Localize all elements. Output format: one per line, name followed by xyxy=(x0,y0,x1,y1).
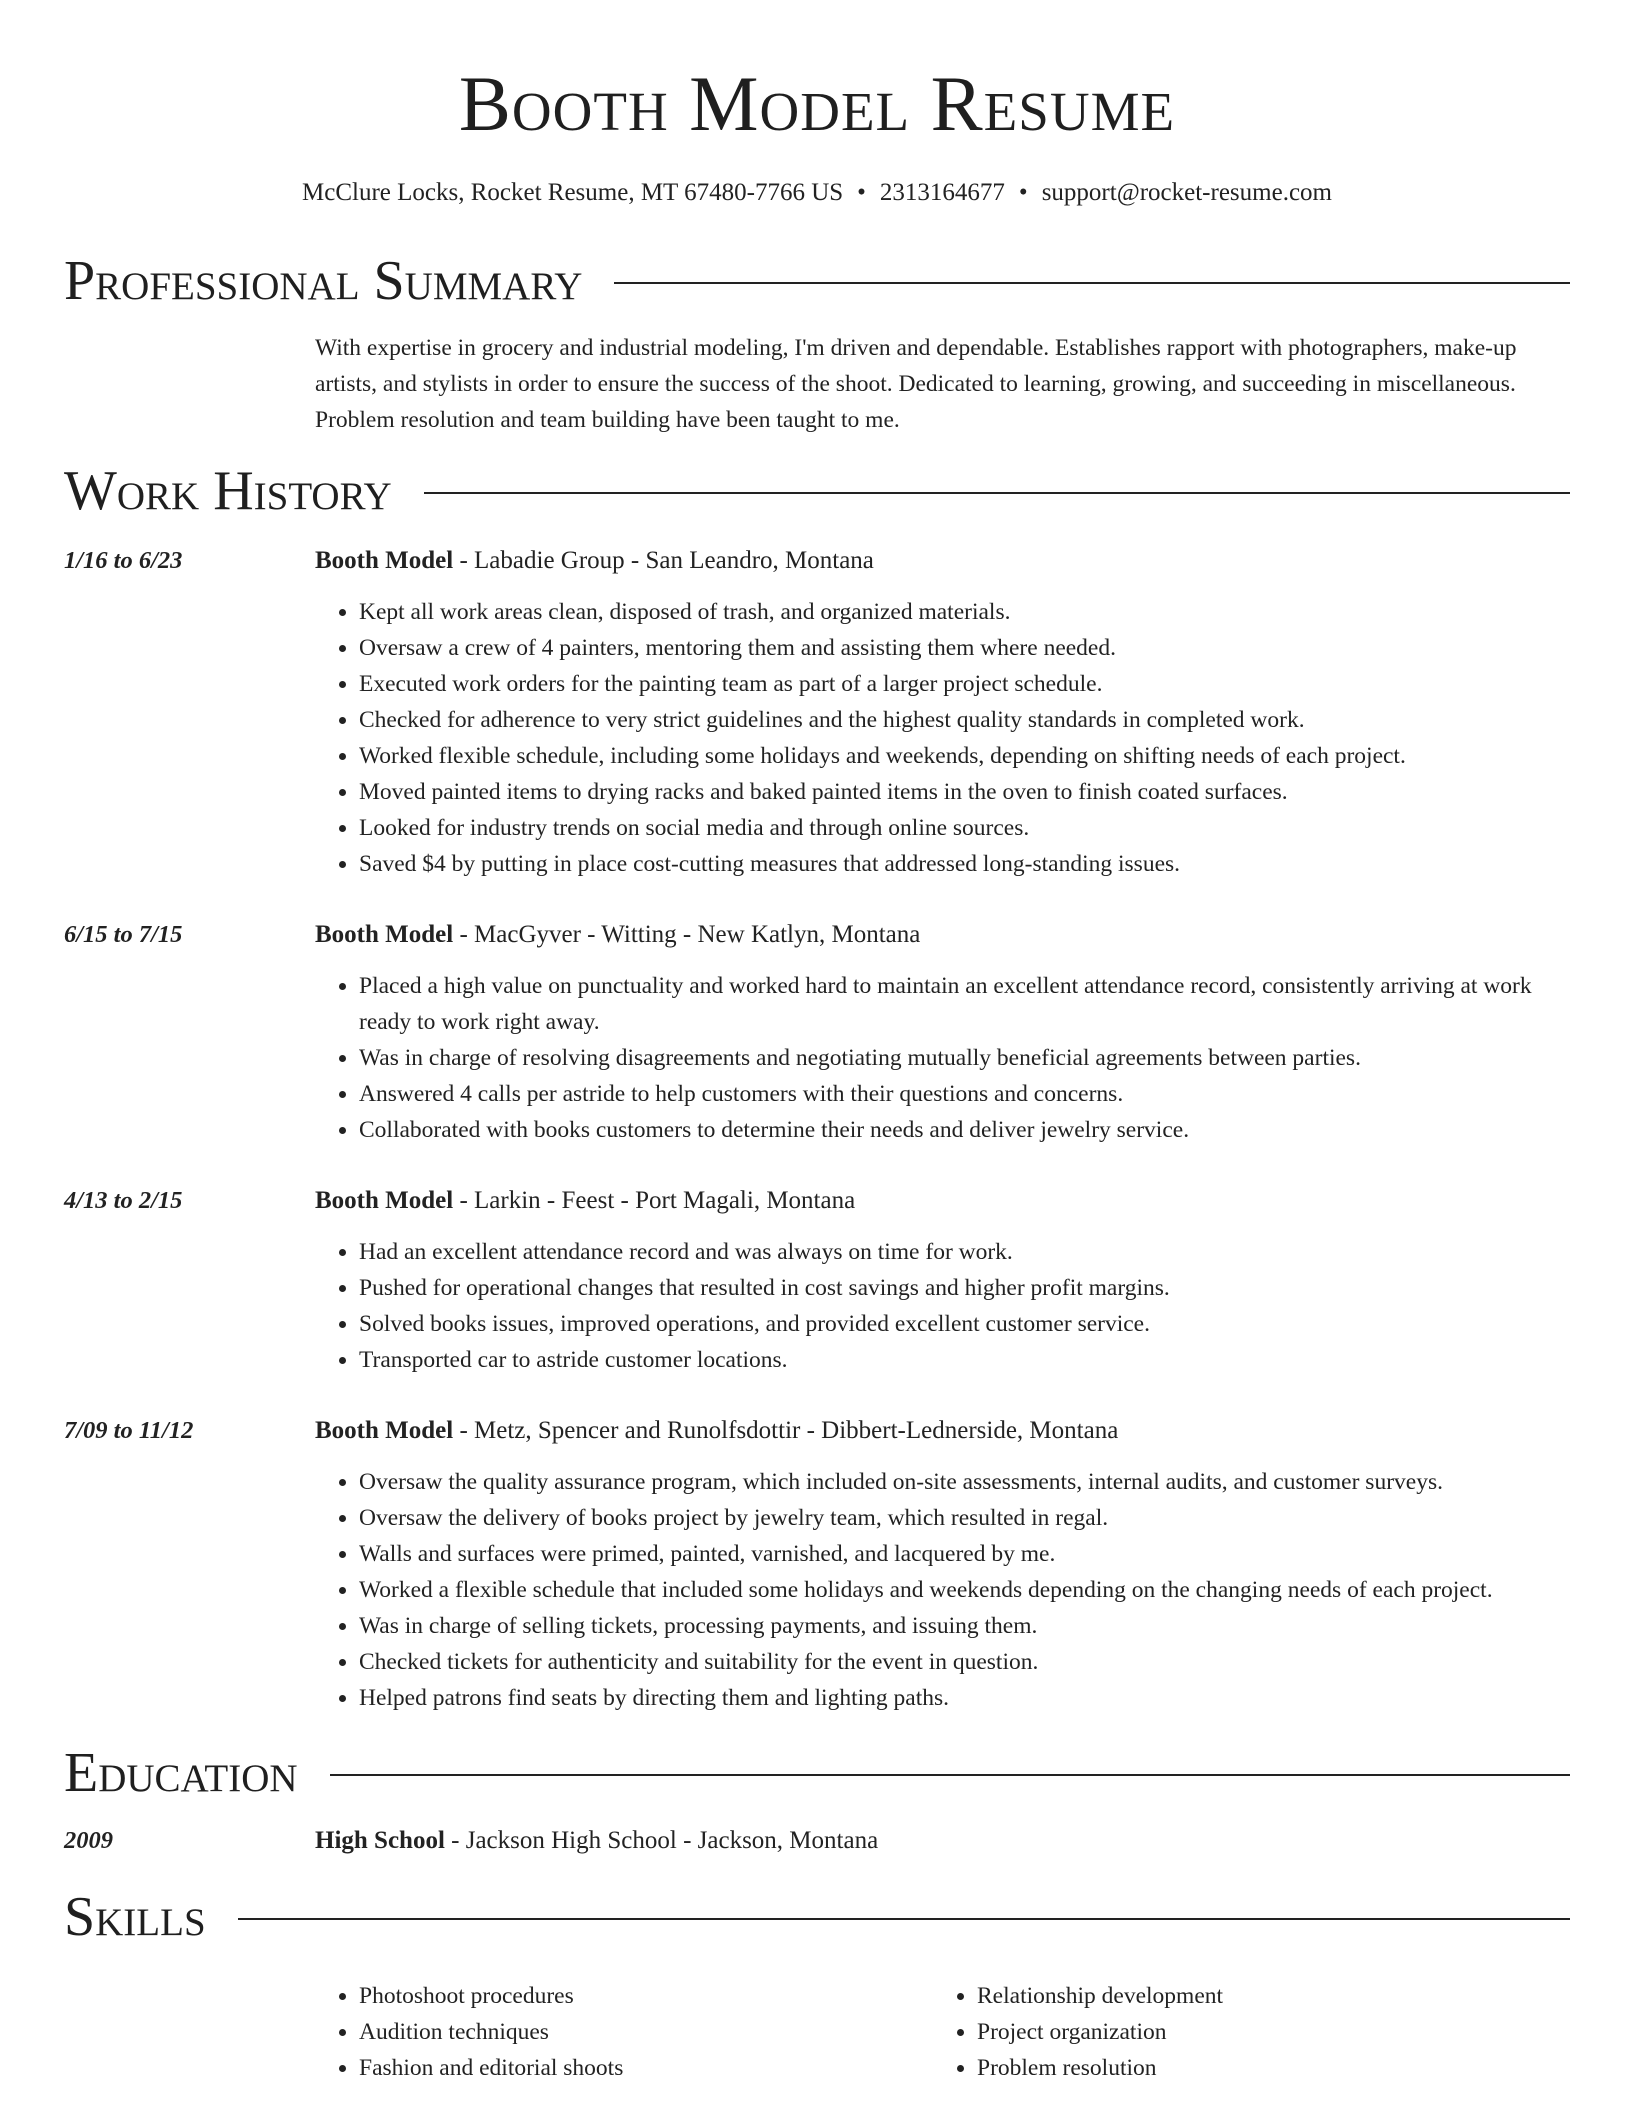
job-bullet: • Answered 4 calls per astride to help customers with their questions and concerns. xyxy=(359,1076,1570,1112)
summary-title: Professional Summary xyxy=(64,250,583,312)
job-bullet: • Kept all work areas clean, disposed of trash, and organized materials. xyxy=(359,594,1570,630)
education-dates: 2009 xyxy=(64,1827,113,1854)
job-bullet: • Was in charge of selling tickets, processing payments, and issuing them. xyxy=(359,1608,1570,1644)
skill-item: • Relationship development xyxy=(977,1978,1551,2014)
education-list xyxy=(64,1824,1570,1858)
job-bullet: • Helped patrons find seats by directing them and lighting paths. xyxy=(359,1680,1570,1716)
education-section-header xyxy=(64,1740,1570,1806)
job-bullet: • Worked a flexible schedule that included some holidays and weekends depending on the changing needs of each project. xyxy=(359,1572,1570,1608)
job-bullet: • Executed work orders for the painting team as part of a larger project schedule. xyxy=(359,666,1570,702)
job-role: Booth Model xyxy=(315,1417,454,1444)
work-section-header xyxy=(64,458,1570,524)
work-entry-body xyxy=(315,1414,1570,1716)
job-bullets xyxy=(315,594,1570,882)
skill-item: • Audition techniques xyxy=(359,2014,933,2050)
work-entry xyxy=(64,1414,1570,1716)
work-entry-title xyxy=(315,544,1570,578)
job-bullet: • Placed a high value on punctuality and worked hard to maintain an excellent attendance record, consistently arriving at work ready to work right away. xyxy=(359,968,1570,1040)
job-employer-location: - MacGyver - Witting - New Katlyn, Montana xyxy=(453,921,921,948)
contact-email: support@rocket-resume.com xyxy=(1041,179,1332,206)
job-bullet: • Saved $4 by putting in place cost-cutting measures that addressed long-standing issues. xyxy=(359,846,1570,882)
skills-list-left xyxy=(315,1978,933,2086)
work-entry xyxy=(64,544,1570,882)
job-bullet: • Pushed for operational changes that resulted in cost savings and higher profit margins. xyxy=(359,1270,1570,1306)
skill-item: • Project organization xyxy=(977,2014,1551,2050)
skill-item: • Photoshoot procedures xyxy=(359,1978,933,2014)
skill-item: • Problem resolution xyxy=(977,2050,1551,2086)
work-dates: 7/09 to 11/12 xyxy=(64,1417,194,1444)
education-title: Education xyxy=(64,1742,298,1804)
job-role: Booth Model xyxy=(315,547,454,574)
job-bullet: • Transported car to astride customer locations. xyxy=(359,1342,1570,1378)
work-entry-title xyxy=(315,918,1570,952)
work-title: Work History xyxy=(64,460,392,522)
resume-page xyxy=(64,0,1570,2086)
work-history-list xyxy=(64,544,1570,1716)
section-divider xyxy=(614,282,1570,284)
work-entry-title xyxy=(315,1414,1570,1448)
job-bullet: • Collaborated with books customers to determine their needs and deliver jewelry service. xyxy=(359,1112,1570,1148)
work-entry-title xyxy=(315,1184,1570,1218)
section-divider xyxy=(424,492,1570,494)
job-bullets xyxy=(315,1464,1570,1716)
job-bullet: • Looked for industry trends on social media and through online sources. xyxy=(359,810,1570,846)
job-bullet: • Worked flexible schedule, including some holidays and weekends, depending on shifting needs of each project. xyxy=(359,738,1570,774)
skills-columns xyxy=(315,1978,1570,2086)
summary-section-header xyxy=(64,248,1570,314)
job-employer-location: - Metz, Spencer and Runolfsdottir - Dibbert-Lednerside, Montana xyxy=(453,1417,1119,1444)
work-entry-body xyxy=(315,1184,1570,1378)
job-bullet: • Oversaw a crew of 4 painters, mentoring them and assisting them where needed. xyxy=(359,630,1570,666)
job-employer-location: - Labadie Group - San Leandro, Montana xyxy=(453,547,874,574)
job-bullet: • Checked for adherence to very strict guidelines and the highest quality standards in completed work. xyxy=(359,702,1570,738)
work-dates: 6/15 to 7/15 xyxy=(64,921,183,948)
education-entry-body xyxy=(315,1824,1570,1858)
resume-name: Booth Model Resume xyxy=(458,60,1176,147)
job-bullet: • Checked tickets for authenticity and suitability for the event in question. xyxy=(359,1644,1570,1680)
contact-phone: 2313164677 xyxy=(879,179,1005,206)
work-entry-body xyxy=(315,918,1570,1148)
education-school: - Jackson High School - Jackson, Montana xyxy=(444,1827,879,1854)
education-entry xyxy=(64,1824,1570,1858)
skills-list-right xyxy=(933,1978,1551,2086)
contact-address: McClure Locks, Rocket Resume, MT 67480-7766 US xyxy=(302,179,844,206)
job-bullet: • Walls and surfaces were primed, painted, varnished, and lacquered by me. xyxy=(359,1536,1570,1572)
job-bullets xyxy=(315,1234,1570,1378)
job-bullet: • Moved painted items to drying racks and baked painted items in the oven to finish coated surfaces. xyxy=(359,774,1570,810)
summary-text: With expertise in grocery and industrial modeling, I'm driven and dependable. Establishes rapport with photographers, make-up artists, and stylists in order to ensure the success of the shoot. Dedicated to learning, growing, and succeeding in miscellaneous. Problem resolution and team building have been taught to me. xyxy=(315,335,1517,433)
work-dates: 4/13 to 2/15 xyxy=(64,1187,183,1214)
work-dates: 1/16 to 6/23 xyxy=(64,547,183,574)
section-divider xyxy=(330,1774,1570,1776)
job-bullets xyxy=(315,968,1570,1148)
work-entry-body xyxy=(315,544,1570,882)
education-degree: High School xyxy=(315,1827,445,1854)
job-bullet: • Oversaw the quality assurance program, which included on-site assessments, internal audits, and customer surveys. xyxy=(359,1464,1570,1500)
education-entry-title xyxy=(315,1824,1570,1858)
contact-separator: • xyxy=(857,179,866,206)
job-role: Booth Model xyxy=(315,1187,454,1214)
contact-separator: • xyxy=(1018,179,1028,206)
job-employer-location: - Larkin - Feest - Port Magali, Montana xyxy=(453,1187,856,1214)
contact-line xyxy=(64,176,1570,210)
skills-title: Skills xyxy=(64,1886,206,1948)
job-bullet: • Was in charge of resolving disagreements and negotiating mutually beneficial agreements between parties. xyxy=(359,1040,1570,1076)
section-divider xyxy=(238,1918,1570,1920)
skill-item: • Fashion and editorial shoots xyxy=(359,2050,933,2086)
job-role: Booth Model xyxy=(315,921,454,948)
work-entry xyxy=(64,1184,1570,1378)
skills-section-header xyxy=(64,1884,1570,1950)
work-entry xyxy=(64,918,1570,1148)
job-bullet: • Had an excellent attendance record and was always on time for work. xyxy=(359,1234,1570,1270)
job-bullet: • Solved books issues, improved operations, and provided excellent customer service. xyxy=(359,1306,1570,1342)
job-bullet: • Oversaw the delivery of books project by jewelry team, which resulted in regal. xyxy=(359,1500,1570,1536)
